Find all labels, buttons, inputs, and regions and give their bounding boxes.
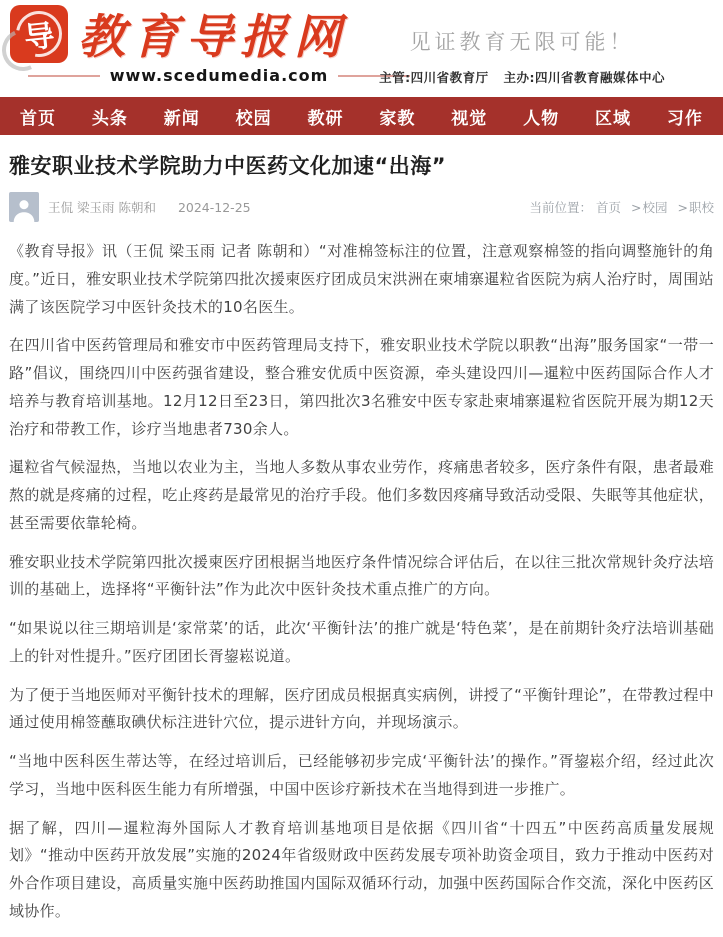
supervisor-label: 主管:四川省教育厅 <box>379 70 489 85</box>
article-body <box>9 238 714 926</box>
article-paragraph: “当地中医科医生蒂达等，在经过培训后，已经能够初步完成‘平衡针法’的操作。”胥鋆崧介绍，经过此次学习，当地中医科医生能力有所增强，中国中医诊疗新技术在当地得到进一步推广。 <box>9 752 714 798</box>
nav-item-research[interactable]: 教研 <box>307 108 344 129</box>
breadcrumb-separator: > <box>677 200 688 215</box>
site-slogan: 见证教育无限可能！ <box>409 30 635 54</box>
organizer-label: 主办:四川省教育融媒体中心 <box>503 70 665 85</box>
article-paragraph: 雅安职业技术学院第四批次援柬医疗团根据当地医疗条件情况综合评估后，在以往三批次常规针灸疗法培训的基础上，选择将“平衡针法”作为此次中医针灸技术重点推广的方向。 <box>9 552 714 599</box>
masthead <box>0 0 723 97</box>
seal-character: 导 <box>22 18 57 57</box>
article-date: 2024-12-25 <box>177 199 251 215</box>
article-meta-row <box>9 192 714 222</box>
host-info <box>379 68 665 86</box>
nav-item-news[interactable]: 新闻 <box>163 108 200 129</box>
site-url-row <box>28 66 410 85</box>
nav-item-headline[interactable]: 头条 <box>91 108 128 129</box>
masthead-right <box>379 26 665 86</box>
article-authors: 王侃 梁玉雨 陈朝和 <box>48 200 156 215</box>
article-paragraph: 据了解，四川—暹粒海外国际人才教育培训基地项目是依据《四川省“十四五”中医药高质量发展规划》“推动中医药开放发展”实施的2024年省级财政中医药发展专项补助资金项目，致力于推动中医药对外合作项目建设，高质量实施中医药助推国内国际双循环行动，加强中医药国际合作交流，深化中医药区域协作。 <box>9 818 714 920</box>
site-seal-logo-icon[interactable] <box>10 5 68 63</box>
nav-item-region[interactable]: 区域 <box>595 108 631 129</box>
breadcrumb-label: 当前位置： <box>529 200 593 215</box>
article-paragraph: 在四川省中医药管理局和雅安市中医药管理局支持下，雅安职业技术学院以职教“出海”服务国家“一带一路”倡议，围绕四川中医药强省建设，整合雅安优质中医资源，牵头建设四川—暹粒中医药国际合作人才培养与教育培训基地。12月12日至23日，第四批次3名雅安中医专家赴柬埔寨暹粒省医院开展为期12天治疗和带教工作，诊疗当地患者730余人。 <box>9 336 714 438</box>
breadcrumb <box>530 198 714 216</box>
main-nav <box>0 97 723 135</box>
nav-item-campus[interactable]: 校园 <box>235 108 272 129</box>
nav-item-writing[interactable]: 习作 <box>666 108 703 129</box>
breadcrumb-item-home[interactable]: 首页 <box>596 200 622 215</box>
article-paragraph: “如果说以往三期培训是‘家常菜’的话，此次‘平衡针法’的推广就是‘特色菜’，是在前期针灸疗法培训基础上的针对性提升。”医疗团团长胥鋆崧说道。 <box>9 619 714 665</box>
breadcrumb-item-vocational[interactable]: 职校 <box>688 200 714 215</box>
article-page <box>0 150 723 926</box>
nav-item-family[interactable]: 家教 <box>379 108 416 129</box>
breadcrumb-separator: > <box>631 200 642 215</box>
author-avatar <box>9 192 39 222</box>
nav-item-home[interactable]: 首页 <box>20 108 56 129</box>
article-paragraph: 为了便于当地医师对平衡针技术的理解，医疗团成员根据真实病例，讲授了“平衡针理论”，在带教过程中通过使用棉签蘸取碘伏标注进针穴位，提示进针方向，并现场演示。 <box>9 685 714 732</box>
site-url[interactable]: www.scedumedia.com <box>109 66 329 85</box>
article-paragraph: 《教育导报》讯（王侃 梁玉雨 记者 陈朝和）“对准棉签标注的位置，注意观察棉签的指向调整施针的角度。”近日，雅安职业技术学院第四批次援柬医疗团成员宋洪洲在柬埔寨暹粒省医院为病人治疗时，周围站满了该医院学习中医针灸技术的10名医生。 <box>9 242 714 316</box>
breadcrumb-item-campus[interactable]: 校园 <box>642 200 668 215</box>
site-name[interactable]: 教育导报网 <box>78 10 348 65</box>
left-rule-divider <box>28 75 100 77</box>
nav-item-visual[interactable]: 视觉 <box>451 108 488 129</box>
person-icon <box>11 196 37 222</box>
article-title: 雅安职业技术学院助力中医药文化加速“出海” <box>9 154 447 178</box>
nav-item-people[interactable]: 人物 <box>523 108 560 129</box>
article-paragraph: 暹粒省气候湿热，当地以农业为主，当地人多数从事农业劳作，疼痛患者较多，医疗条件有限，患者最难熬的就是疼痛的过程，吃止疼药是最常见的治疗手段。他们多数因疼痛导致活动受限、失眠等其他症状，甚至需要依靠轮椅。 <box>9 458 714 532</box>
